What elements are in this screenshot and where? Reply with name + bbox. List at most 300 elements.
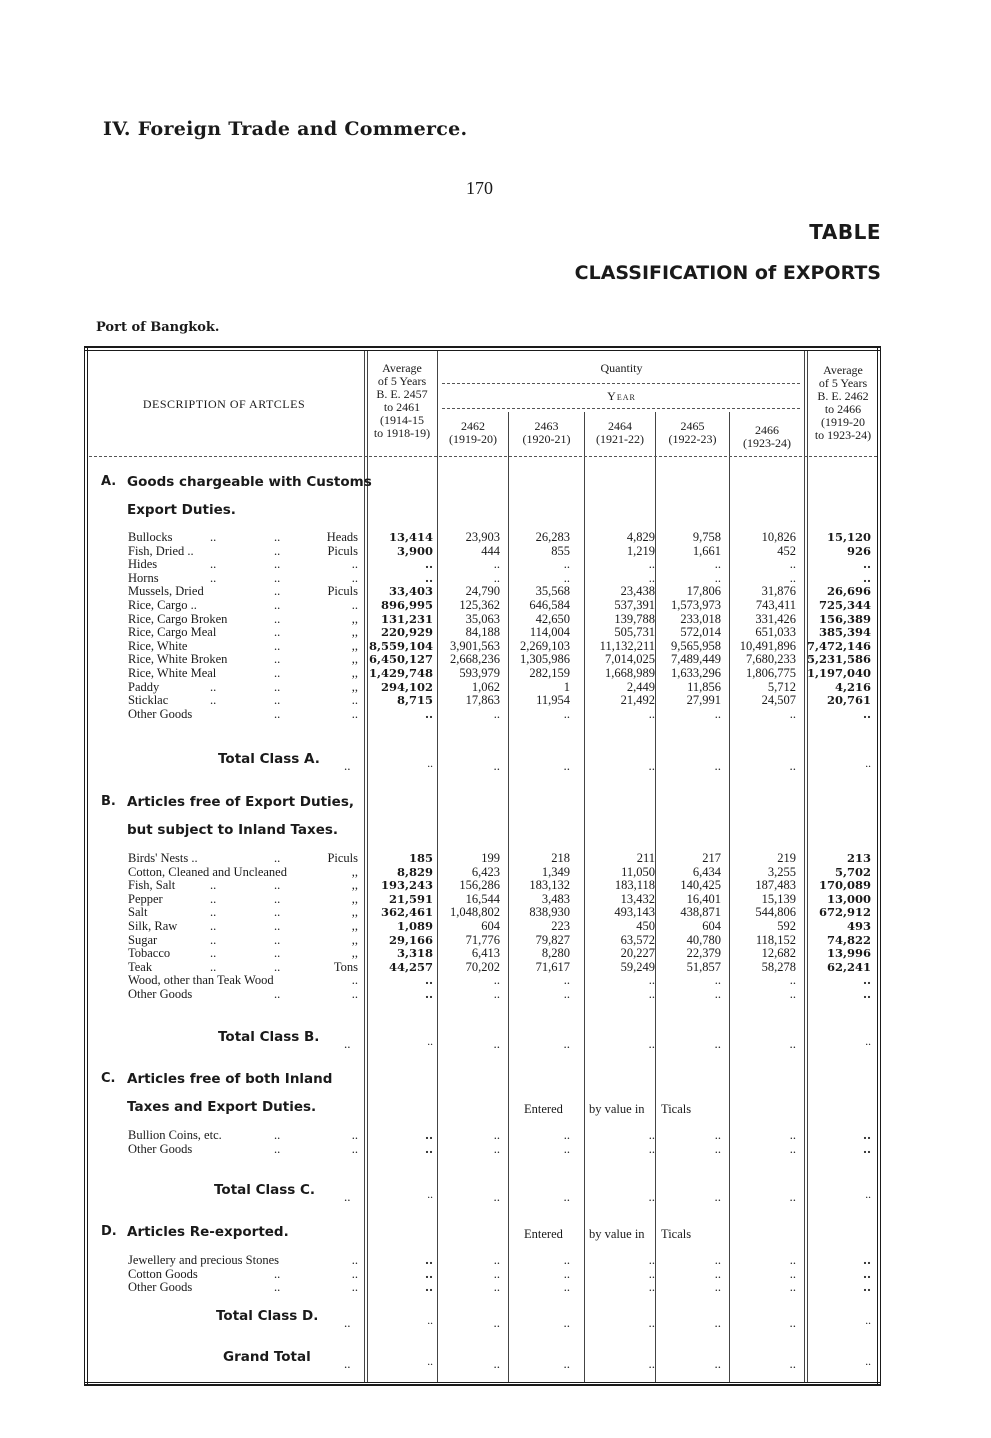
unit: .. [351,1128,358,1142]
value-cell: .. [714,987,721,1001]
table-row [84,652,881,666]
value-cell: .. [563,706,570,721]
year-divider [442,408,800,409]
value-cell: .. [648,1280,655,1295]
total-cell: .. [648,758,655,773]
leader-dots: .. [210,570,217,585]
leader-dots: .. [210,530,217,544]
grand-total-row [84,1356,881,1372]
value-cell: 62,241 [826,959,871,974]
value-cell: 23,438 [620,584,655,599]
leader-dots: .. [344,1356,351,1371]
year-2-header [509,420,584,446]
value-cell: 3,900 [396,543,433,558]
article-name: Rice, White Broken [128,652,228,667]
value-cell: .. [424,557,433,572]
value-cell: 2,449 [626,679,655,694]
value-cell: .. [648,987,655,1001]
value-cell: .. [862,973,871,988]
unit: .. [351,1253,358,1267]
leader-dots: .. [274,693,281,708]
value-cell: .. [424,987,433,1001]
article-name: Sticklac [128,693,169,708]
value-cell: 725,344 [818,598,871,612]
value-cell: 10,491,896 [739,638,796,653]
table-row [84,612,881,626]
value-cell: .. [789,987,796,1001]
year-3-ce: (1921-22) [596,432,644,446]
table-row [84,973,881,987]
total-cell: .. [789,1036,796,1051]
average-after-line: Average [823,363,863,377]
value-cell: 3,901,563 [450,638,500,653]
value-cell: 4,216 [834,679,871,694]
section-d-letter: D. [101,1224,117,1239]
table-top-rule [84,346,881,348]
value-cell: .. [563,1253,570,1267]
section-d-title: Articles Re-exported. [127,1224,289,1240]
value-cell: .. [862,1266,871,1281]
value-cell: 444 [481,543,500,558]
table-row [84,1253,881,1267]
year-3-header [585,420,655,446]
table-row [84,1128,881,1142]
total-cell: .. [865,758,871,770]
value-cell: 13,432 [620,891,655,906]
table-top-rule-inner [84,350,881,351]
value-cell: 58,278 [761,959,796,974]
value-cell: .. [493,1253,500,1267]
unit: ,, [351,611,358,626]
table-row [84,666,881,680]
value-cell: 493,143 [614,905,655,920]
leader-dots: .. [274,543,281,558]
value-cell: .. [714,1266,721,1281]
value-cell: 84,188 [465,625,500,640]
table-row [84,960,881,974]
unit: .. [351,706,358,721]
unit: Piculs [327,851,358,865]
value-cell: 63,572 [620,932,655,947]
table-label: TABLE [809,220,881,244]
value-cell: .. [648,1141,655,1156]
value-cell: 6,434 [692,864,721,879]
value-cell: 17,863 [465,693,500,708]
average-before-header [367,362,437,440]
table-row [84,571,881,585]
article-name: Other Goods [128,1280,193,1295]
average-after-header [808,364,878,442]
table-row [84,851,881,865]
value-cell: 743,411 [755,598,796,612]
value-cell: 593,979 [459,666,500,680]
value-cell: 24,790 [465,584,500,599]
year-5-header [730,424,804,450]
value-cell: .. [563,570,570,585]
table-row [84,707,881,721]
total-cell: .. [789,1189,796,1204]
section-c-note-1: Entered [524,1102,563,1116]
value-cell: 1,349 [541,864,570,879]
value-cell: 6,450,127 [368,652,433,667]
year-4-header [656,420,729,446]
value-cell: 651,033 [755,625,796,640]
unit: ,, [351,652,358,667]
value-cell: 26,283 [535,530,570,544]
total-cell: .. [648,1189,655,1204]
leader-dots: .. [274,905,281,920]
unit: .. [351,1141,358,1156]
leader-dots: .. [274,946,281,961]
total-cell: .. [427,1189,433,1201]
value-cell: .. [714,557,721,572]
value-cell: 13,996 [826,946,871,961]
article-name: Other Goods [128,1141,193,1156]
section-a-subtitle: Export Duties. [127,502,236,518]
quantity-divider [442,383,800,384]
value-cell: .. [493,1280,500,1295]
value-cell: .. [493,570,500,585]
leader-dots: .. [274,584,281,599]
value-cell: 11,954 [536,693,570,708]
value-cell: 59,249 [620,959,655,974]
year-2-ce: (1920-21) [522,432,571,446]
article-name: Fish, Salt [128,878,176,893]
total-cell: .. [789,758,796,773]
table-bottom-rule [84,1384,881,1386]
value-cell: 21,492 [620,693,655,708]
value-cell: 74,822 [826,932,871,947]
year-1-be: 2462 [461,419,485,433]
value-cell: .. [789,570,796,585]
section-a-letter: A. [101,474,117,489]
value-cell: 114,004 [529,625,570,640]
unit: ,, [351,666,358,680]
value-cell: 156,389 [818,611,871,626]
value-cell: 385,394 [818,625,871,640]
article-name: Silk, Raw [128,919,178,933]
value-cell: .. [714,1280,721,1295]
value-cell: 70,202 [465,959,500,974]
value-cell: 646,584 [529,598,570,612]
leader-dots: .. [274,987,281,1001]
value-cell: 33,403 [388,584,433,599]
value-cell: .. [789,557,796,572]
value-cell: 1,197,040 [806,666,871,680]
unit: .. [351,570,358,585]
unit: ,, [351,638,358,653]
average-before-line: B. E. 2457 [376,387,428,401]
value-cell: 11,132,211 [599,638,655,653]
section-b-subtitle: but subject to Inland Taxes. [127,822,339,838]
section-a-title: Goods chargeable with Customs [127,474,372,490]
value-cell: 71,617 [535,959,570,974]
value-cell: 7,680,233 [746,652,796,667]
value-cell: 9,565,958 [671,638,721,653]
unit: Piculs [327,543,358,558]
value-cell: .. [424,1128,433,1142]
value-cell: 1,661 [692,543,721,558]
table-row [84,919,881,933]
total-cell: .. [648,1356,655,1371]
value-cell: 211 [636,851,655,865]
value-cell: 604 [702,919,721,933]
value-cell: .. [789,1141,796,1156]
value-cell: 3,255 [767,864,796,879]
article-name: Other Goods [128,987,193,1001]
value-cell: 29,166 [388,932,433,947]
value-cell: 8,829 [396,864,433,879]
table-row [84,693,881,707]
value-cell: .. [563,1266,570,1281]
value-cell: 1,633,296 [671,666,721,680]
value-cell: 362,461 [380,905,433,920]
section-heading: IV. Foreign Trade and Commerce. [103,118,468,140]
value-cell: 139,788 [614,611,655,626]
value-cell: .. [789,1128,796,1142]
article-name: Mussels, Dried [128,584,204,599]
year-4-be: 2465 [680,419,705,433]
value-cell: 294,102 [380,679,433,694]
value-cell: 2,668,236 [450,652,500,667]
value-cell: 16,544 [465,891,500,906]
total-class-a-label: Total Class A. [218,751,320,767]
value-cell: .. [424,570,433,585]
average-before-line: Average [382,361,422,375]
value-cell: 537,391 [614,598,655,612]
value-cell: 233,018 [680,611,721,626]
total-cell: .. [648,1315,655,1330]
value-cell: 31,876 [761,584,796,599]
leader-dots: .. [274,1141,281,1156]
value-cell: .. [714,1253,721,1267]
total-cell: .. [714,1315,721,1330]
value-cell: 1,806,775 [746,666,796,680]
value-cell: 131,231 [380,611,433,626]
table-title: CLASSIFICATION of EXPORTS [574,262,881,284]
section-b-letter: B. [101,794,116,809]
leader-dots: .. [274,919,281,933]
value-cell: .. [424,973,433,988]
value-cell: 5,712 [767,679,796,694]
value-cell: .. [424,1280,433,1295]
value-cell: .. [714,706,721,721]
value-cell: 15,139 [761,891,796,906]
total-cell: .. [493,1036,500,1051]
leader-dots: .. [274,557,281,572]
table-row [84,530,881,544]
value-cell: 11,856 [687,679,721,694]
value-cell: 452 [777,543,796,558]
value-cell: .. [862,1253,871,1267]
value-cell: .. [714,570,721,585]
unit: Tons [333,959,358,974]
average-before-line: (1914-15 [380,413,424,427]
unit: ,, [351,946,358,961]
value-cell: .. [714,1128,721,1142]
year-3-be: 2464 [608,419,632,433]
total-cell: .. [427,1315,433,1327]
leader-dots: .. [274,679,281,694]
value-cell: .. [862,1128,871,1142]
leader-dots: .. [274,625,281,640]
section-d-note-3: Ticals [661,1227,692,1241]
table-row [84,625,881,639]
value-cell: .. [424,1266,433,1281]
value-cell: 21,591 [388,891,433,906]
value-cell: 24,507 [761,693,796,708]
grand-total-label: Grand Total [223,1349,311,1365]
article-name: Sugar [128,932,158,947]
value-cell: .. [714,973,721,988]
total-cell: .. [563,1036,570,1051]
unit: Heads [326,530,358,544]
total-cell: .. [865,1356,871,1368]
leader-dots: .. [210,878,217,893]
leader-dots: .. [344,1315,351,1330]
value-cell: 6,413 [471,946,500,961]
unit: Piculs [327,584,358,599]
leader-dots: .. [274,1280,281,1295]
value-cell: 282,159 [529,666,570,680]
value-cell: 855 [551,543,570,558]
article-name: Rice, Cargo .. [128,598,197,612]
leader-dots: .. [274,851,281,865]
value-cell: 2,269,103 [520,638,570,653]
article-name: Rice, Cargo Meal [128,625,217,640]
value-cell: 505,731 [614,625,655,640]
leader-dots: .. [210,946,217,961]
unit: ,, [351,932,358,947]
total-cell: .. [493,1356,500,1371]
article-name: Salt [128,905,148,920]
value-cell: .. [563,987,570,1001]
average-before-line: of 5 Years [377,374,427,388]
total-cell: .. [714,1036,721,1051]
value-cell: .. [563,557,570,572]
total-cell: .. [789,1315,796,1330]
value-cell: 218 [551,851,570,865]
value-cell: 20,761 [826,693,871,708]
article-name: Rice, White Meal [128,666,217,680]
table-row [84,878,881,892]
value-cell: 140,425 [680,878,721,893]
year-header: Year [607,389,636,403]
article-name: Rice, White [128,638,188,653]
leader-dots: .. [210,919,217,933]
unit: .. [351,693,358,708]
exports-table [84,346,881,1386]
value-cell: 6,423 [471,864,500,879]
value-cell: .. [862,987,871,1001]
value-cell: 926 [846,543,871,558]
leader-dots: .. [274,891,281,906]
total-class-b-label: Total Class B. [218,1029,320,1045]
value-cell: 51,857 [686,959,721,974]
value-cell: 1 [563,679,570,694]
value-cell: .. [648,1266,655,1281]
leader-dots: .. [274,530,281,544]
leader-dots: .. [210,557,217,572]
table-row [84,557,881,571]
value-cell: 4,829 [626,530,655,544]
value-cell: .. [862,570,871,585]
value-cell: .. [493,973,500,988]
total-cell: .. [714,1356,721,1371]
value-cell: 220,929 [380,625,433,640]
table-row [84,933,881,947]
leader-dots: .. [210,891,217,906]
table-row [84,584,881,598]
unit: ,, [351,679,358,694]
table-row [84,639,881,653]
value-cell: 217 [702,851,721,865]
value-cell: 1,573,973 [671,598,721,612]
total-cell: .. [493,758,500,773]
total-cell: .. [563,1356,570,1371]
value-cell: 183,118 [614,878,655,893]
value-cell: 15,120 [826,530,871,544]
total-cell: .. [563,1315,570,1330]
value-cell: 3,318 [396,946,433,961]
article-name: Pepper [128,891,163,906]
value-cell: 156,286 [459,878,500,893]
total-cell: .. [427,1036,433,1048]
value-cell: 5,702 [834,864,871,879]
value-cell: .. [789,973,796,988]
leader-dots: .. [274,1128,281,1142]
value-cell: 22,379 [686,946,721,961]
table-row [84,1142,881,1156]
value-cell: 592 [777,919,796,933]
leader-dots: .. [274,652,281,667]
leader-dots: .. [274,570,281,585]
section-c-title: Articles free of both Inland [127,1071,333,1087]
value-cell: 185 [408,851,433,865]
value-cell: .. [862,1280,871,1295]
value-cell: 219 [777,851,796,865]
value-cell: 125,362 [459,598,500,612]
value-cell: .. [493,987,500,1001]
total-cell: .. [789,1356,796,1371]
value-cell: .. [862,1141,871,1156]
total-class-c-label: Total Class C. [214,1182,316,1198]
article-name: Hides [128,557,158,572]
leader-dots: .. [344,1036,351,1051]
leader-dots: .. [210,679,217,694]
value-cell: 118,152 [755,932,796,947]
total-class-d-label: Total Class D. [216,1308,319,1324]
value-cell: .. [862,706,871,721]
average-before-line: to 1918-19) [373,426,431,440]
port-name: Port of Bangkok. [96,320,220,335]
value-cell: 7,014,025 [605,652,655,667]
value-cell: 16,401 [686,891,721,906]
value-cell: .. [563,973,570,988]
table-row [84,892,881,906]
table-row [84,680,881,694]
year-4-ce: (1922-23) [668,432,717,446]
value-cell: 1,305,986 [520,652,570,667]
article-name: Horns [128,570,159,585]
article-name: Bullocks [128,530,173,544]
unit: .. [351,987,358,1001]
value-cell: 27,991 [686,693,721,708]
value-cell: 20,227 [620,946,655,961]
total-cell: .. [493,1189,500,1204]
leader-dots: .. [274,1266,281,1281]
article-name: Rice, Cargo Broken [128,611,228,626]
